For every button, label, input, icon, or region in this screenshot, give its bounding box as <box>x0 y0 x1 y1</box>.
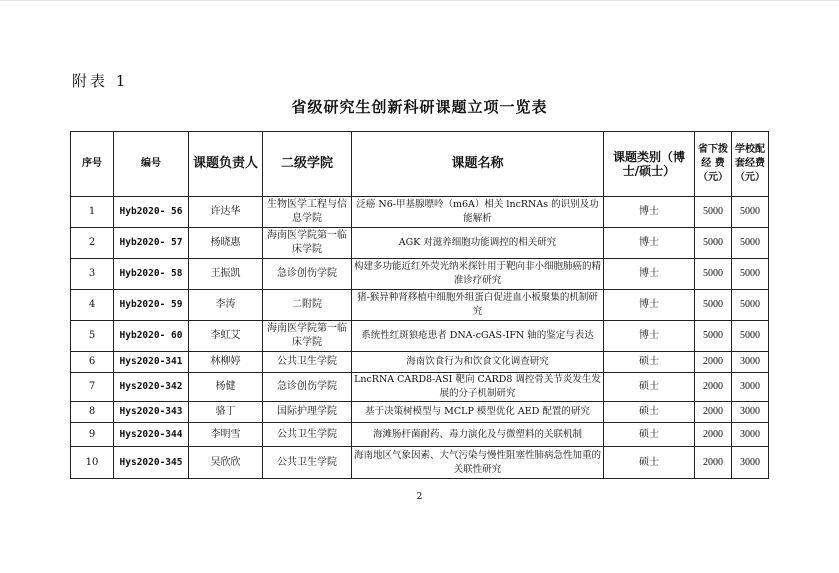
row-index: 9 <box>71 423 114 447</box>
row-college: 公共卫生学院 <box>263 447 352 479</box>
row-index: 7 <box>71 373 114 402</box>
row-funding-school: 3000 <box>732 373 769 402</box>
row-index: 6 <box>71 352 114 373</box>
projects-table <box>70 131 769 479</box>
row-code: Hys2020-344 <box>114 423 189 447</box>
row-leader: 杨晓惠 <box>189 228 263 259</box>
row-college: 海南医学院第一临床学院 <box>263 321 352 352</box>
row-college: 急诊创伤学院 <box>263 259 352 290</box>
row-college: 国际护理学院 <box>263 402 352 423</box>
row-funding-gov: 2000 <box>695 352 732 373</box>
row-college: 生物医学工程与信息学院 <box>263 197 352 228</box>
row-funding-school: 3000 <box>732 423 769 447</box>
row-code: Hyb2020- 59 <box>114 290 189 321</box>
row-project-type: 博士 <box>604 259 695 290</box>
row-leader: 骆丁 <box>189 402 263 423</box>
row-funding-school: 5000 <box>732 259 769 290</box>
row-index: 3 <box>71 259 114 290</box>
row-index: 4 <box>71 290 114 321</box>
header-project-name: 课题名称 <box>352 132 604 197</box>
row-funding-gov: 2000 <box>695 423 732 447</box>
row-code: Hys2020-343 <box>114 402 189 423</box>
row-funding-gov: 5000 <box>695 228 732 259</box>
row-index: 10 <box>71 447 114 479</box>
table-row <box>71 447 769 479</box>
row-project-type: 博士 <box>604 290 695 321</box>
row-project-name: AGK 对滋养细胞功能调控的相关研究 <box>352 228 604 259</box>
row-code: Hyb2020- 58 <box>114 259 189 290</box>
row-index: 8 <box>71 402 114 423</box>
row-project-type: 博士 <box>604 197 695 228</box>
row-project-name: 海南地区气象因素、大气污染与慢性阻塞性肺病急性加重的关联性研究 <box>352 447 604 479</box>
table-row <box>71 290 769 321</box>
row-code: Hyb2020- 60 <box>114 321 189 352</box>
row-funding-gov: 5000 <box>695 197 732 228</box>
row-college: 急诊创伤学院 <box>263 373 352 402</box>
row-project-name: LncRNA CARD8-ASI 靶向 CARD8 调控骨关节炎发生发展的分子机制研究 <box>352 373 604 402</box>
page-number: 2 <box>416 492 423 502</box>
table-row <box>71 423 769 447</box>
table-row <box>71 259 769 290</box>
table-row <box>71 321 769 352</box>
row-project-name: 海滩肠杆菌耐药、毒力演化及与微塑料的关联机制 <box>352 423 604 447</box>
row-funding-school: 5000 <box>732 321 769 352</box>
row-code: Hyb2020- 57 <box>114 228 189 259</box>
row-funding-school: 3000 <box>732 402 769 423</box>
header-project-type: 课题类别（博士/硕士） <box>604 132 695 197</box>
table-row <box>71 373 769 402</box>
table-header-row <box>71 132 769 197</box>
row-college: 公共卫生学院 <box>263 423 352 447</box>
row-funding-gov: 5000 <box>695 321 732 352</box>
row-college: 二附院 <box>263 290 352 321</box>
row-project-name: 系统性红斑狼疮患者 DNA-cGAS-IFN 轴的鉴定与表达 <box>352 321 604 352</box>
row-project-type: 硕士 <box>604 423 695 447</box>
row-index: 1 <box>71 197 114 228</box>
table-row <box>71 228 769 259</box>
header-index: 序号 <box>71 132 114 197</box>
row-index: 2 <box>71 228 114 259</box>
row-funding-school: 5000 <box>732 228 769 259</box>
row-college: 公共卫生学院 <box>263 352 352 373</box>
row-leader: 李虹艾 <box>189 321 263 352</box>
row-project-name: 泛癌 N6-甲基腺嘌呤（m6A）相关 lncRNAs 的识别及功能解析 <box>352 197 604 228</box>
row-project-type: 硕士 <box>604 447 695 479</box>
row-project-type: 硕士 <box>604 352 695 373</box>
row-project-name: 构建多功能近红外荧光纳米探针用于靶向非小细胞肺癌的精准诊疗研究 <box>352 259 604 290</box>
row-funding-school: 3000 <box>732 447 769 479</box>
row-leader: 李明雪 <box>189 423 263 447</box>
row-funding-gov: 2000 <box>695 373 732 402</box>
row-funding-gov: 2000 <box>695 447 732 479</box>
appendix-label: 附表 1 <box>72 72 129 90</box>
header-code: 编号 <box>114 132 189 197</box>
row-project-name: 猪-猴异种肾移植中细胞外组蛋白促进血小板聚集的机制研究 <box>352 290 604 321</box>
row-college: 海南医学院第一临床学院 <box>263 228 352 259</box>
row-code: Hyb2020- 56 <box>114 197 189 228</box>
row-leader: 许达华 <box>189 197 263 228</box>
row-funding-school: 3000 <box>732 352 769 373</box>
header-funding-school: 学校配套经费（元） <box>732 132 769 197</box>
row-funding-gov: 5000 <box>695 290 732 321</box>
row-code: Hys2020-341 <box>114 352 189 373</box>
row-project-type: 硕士 <box>604 373 695 402</box>
row-index: 5 <box>71 321 114 352</box>
row-leader: 杨健 <box>189 373 263 402</box>
header-funding-gov: 省下拨经 费（元） <box>695 132 732 197</box>
row-code: Hys2020-342 <box>114 373 189 402</box>
row-funding-gov: 2000 <box>695 402 732 423</box>
row-funding-school: 5000 <box>732 197 769 228</box>
row-project-type: 博士 <box>604 228 695 259</box>
header-leader: 课题负责人 <box>189 132 263 197</box>
row-leader: 林柳婷 <box>189 352 263 373</box>
table-row <box>71 197 769 228</box>
row-funding-school: 5000 <box>732 290 769 321</box>
table-row <box>71 402 769 423</box>
row-project-type: 博士 <box>604 321 695 352</box>
row-code: Hys2020-345 <box>114 447 189 479</box>
row-project-name: 海南饮食行为和饮食文化调查研究 <box>352 352 604 373</box>
row-leader: 吴欣欣 <box>189 447 263 479</box>
row-project-name: 基于决策树模型与 MCLP 模型优化 AED 配置的研究 <box>352 402 604 423</box>
document-title: 省级研究生创新科研课题立项一览表 <box>291 98 548 116</box>
header-college: 二级学院 <box>263 132 352 197</box>
row-leader: 王振凯 <box>189 259 263 290</box>
row-leader: 李涛 <box>189 290 263 321</box>
table-row <box>71 352 769 373</box>
row-project-type: 硕士 <box>604 402 695 423</box>
row-funding-gov: 5000 <box>695 259 732 290</box>
